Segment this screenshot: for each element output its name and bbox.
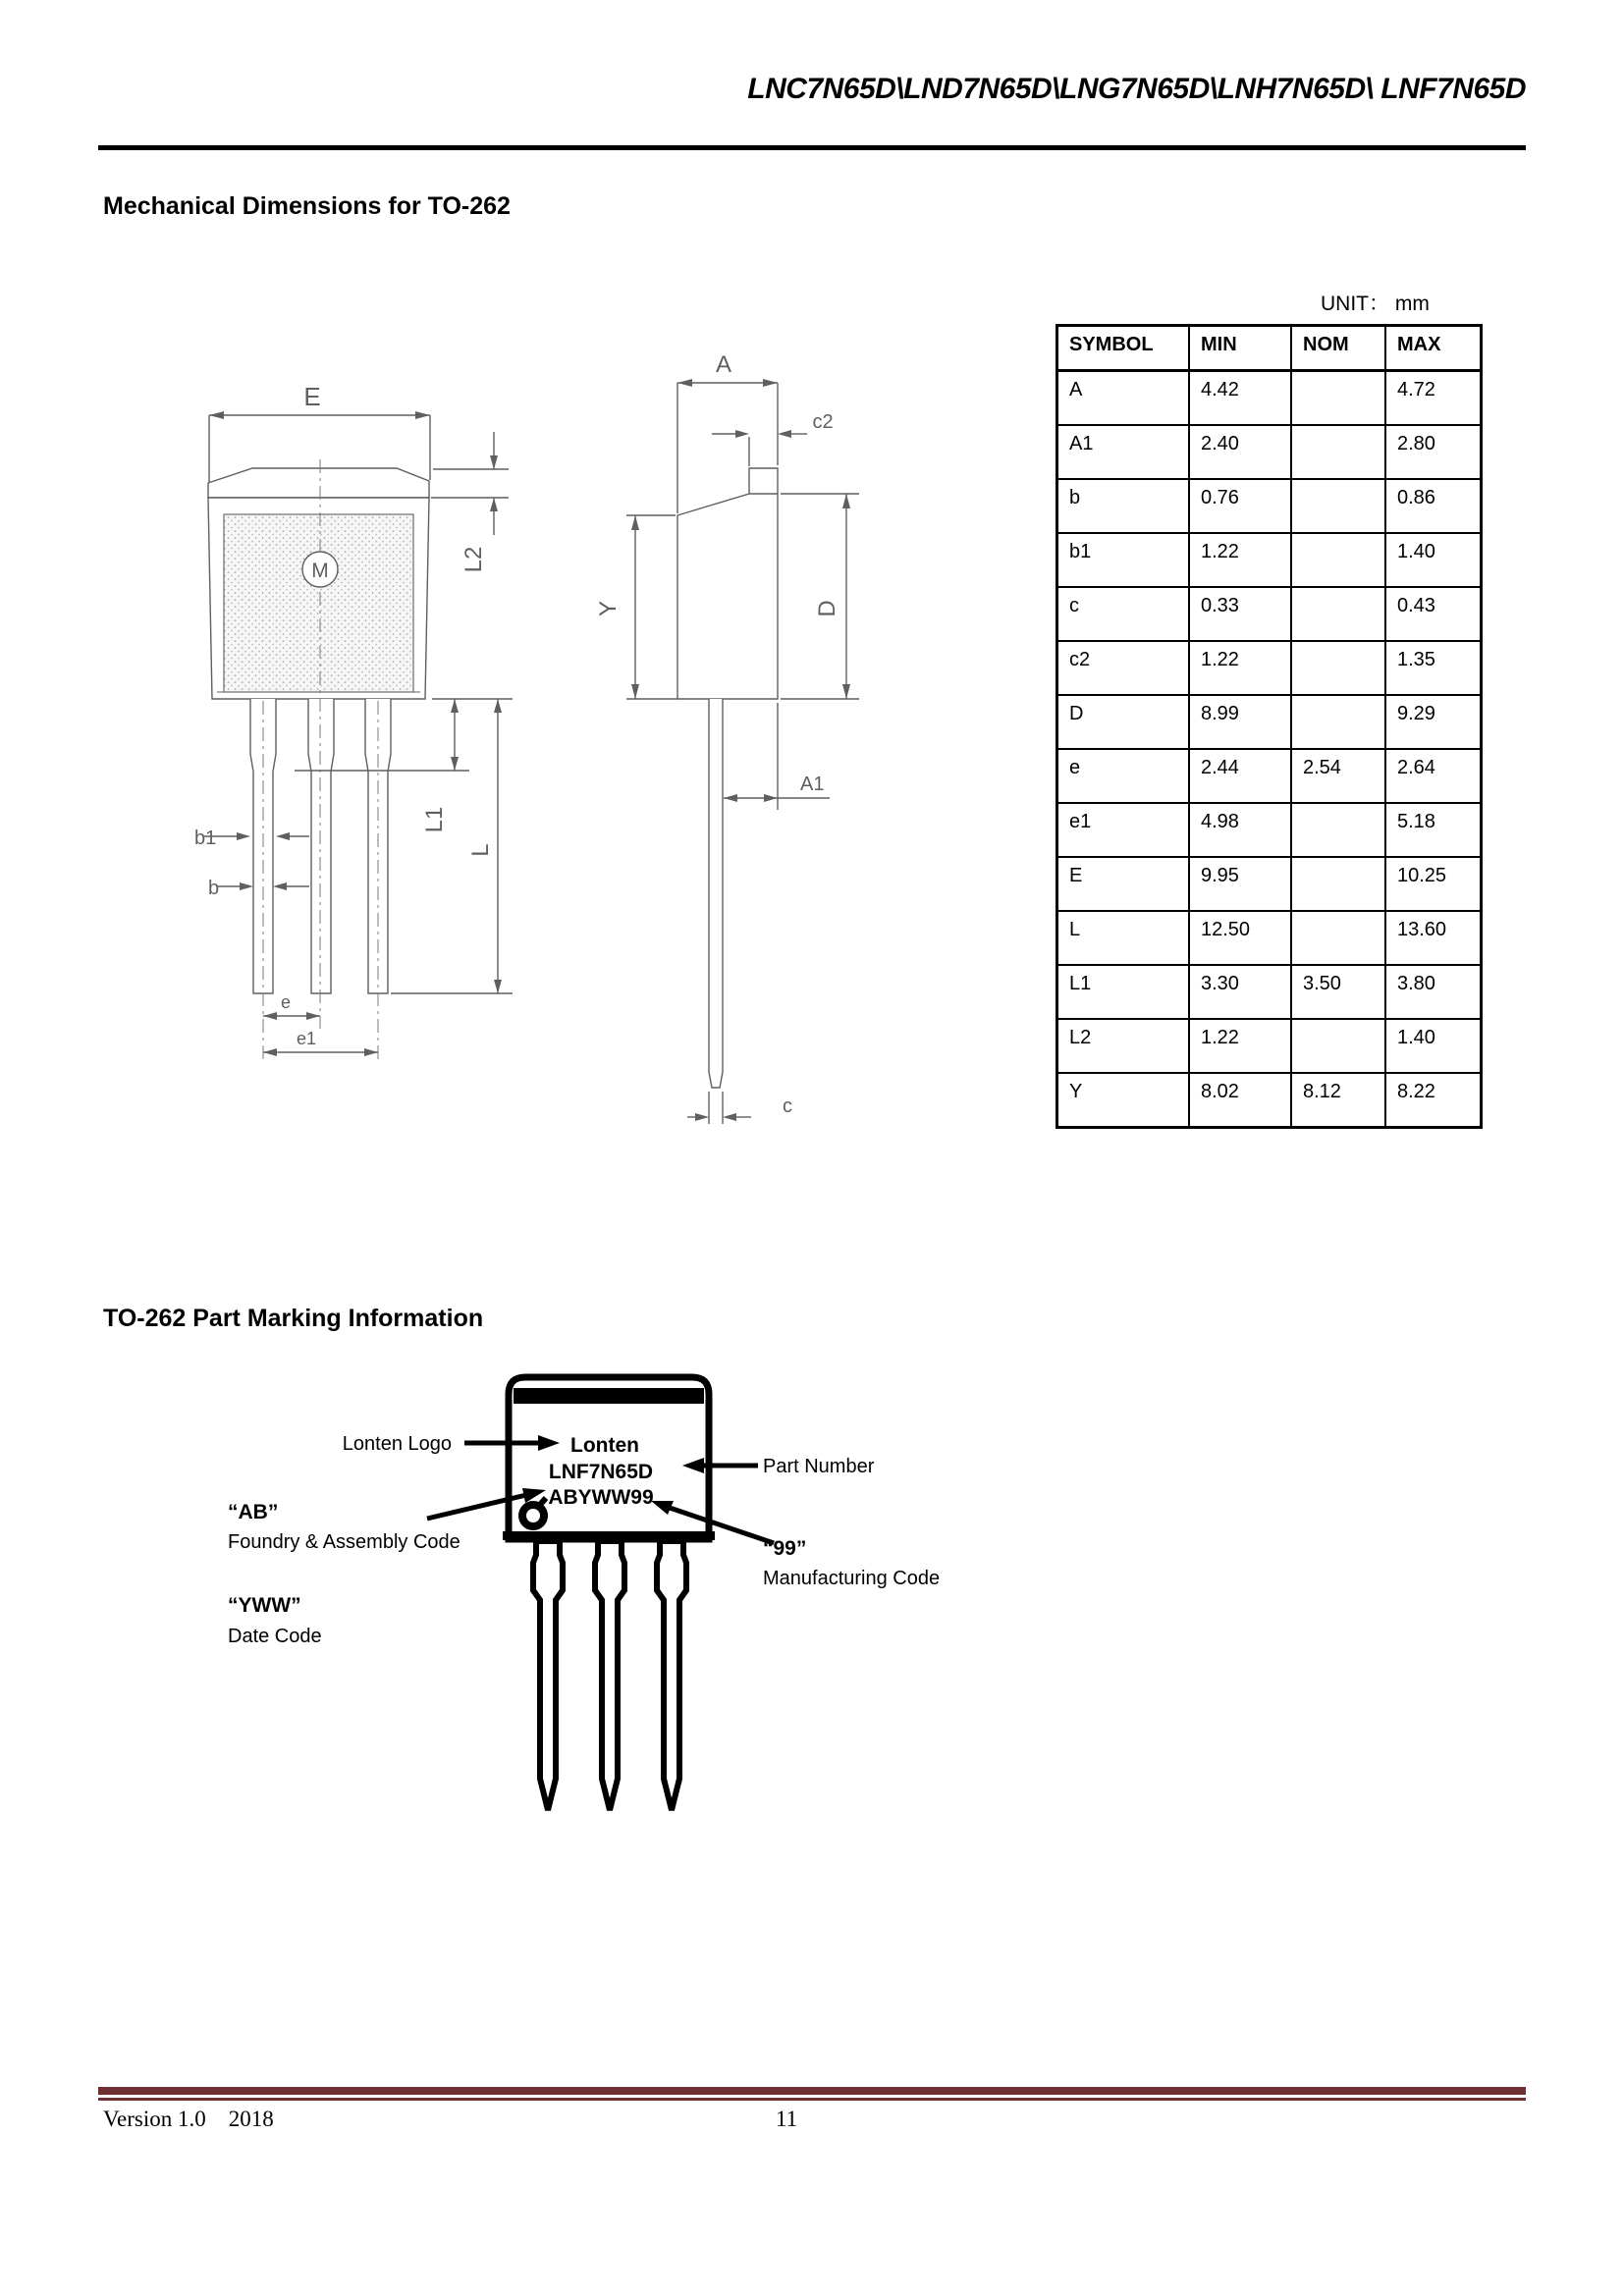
cell-min: 9.95 — [1189, 857, 1291, 911]
cell-min: 4.42 — [1189, 371, 1291, 426]
arrowhead-icon — [490, 455, 498, 469]
cell-min: 4.98 — [1189, 803, 1291, 857]
marking-line-part-number: LNF7N65D — [548, 1461, 654, 1483]
cell-symbol: A1 — [1057, 425, 1190, 479]
side-lead — [709, 699, 723, 1088]
cell-min: 0.33 — [1189, 587, 1291, 641]
arrowhead-icon — [263, 1012, 277, 1020]
marking-lead-2 — [595, 1541, 624, 1810]
marking-line-logo-text: Lonten — [570, 1434, 639, 1457]
cell-nom — [1291, 803, 1385, 857]
cell-min: 2.40 — [1189, 425, 1291, 479]
col-header-max: MAX — [1385, 326, 1482, 371]
col-header-nom: NOM — [1291, 326, 1385, 371]
table-row — [1057, 641, 1482, 695]
side-view — [626, 379, 859, 1124]
cell-min: 8.99 — [1189, 695, 1291, 749]
table-row — [1057, 965, 1482, 1019]
cell-symbol: b1 — [1057, 533, 1190, 587]
part-marking-title: TO-262 Part Marking Information — [103, 1305, 484, 1332]
dim-label-D: D — [814, 600, 840, 617]
dim-label-L2: L2 — [460, 546, 487, 573]
dim-label-E: E — [303, 382, 321, 411]
table-row — [1057, 1073, 1482, 1128]
cell-max: 2.80 — [1385, 425, 1482, 479]
cell-symbol: e — [1057, 749, 1190, 803]
table-row — [1057, 803, 1482, 857]
cell-nom — [1291, 1019, 1385, 1073]
cell-max: 5.18 — [1385, 803, 1482, 857]
dim-label-e1: e1 — [296, 1029, 317, 1048]
arrowhead-icon — [240, 882, 253, 890]
col-header-symbol: SYMBOL — [1057, 326, 1190, 371]
arrowhead-icon — [451, 757, 459, 771]
table-row — [1057, 479, 1482, 533]
arrowhead-icon — [724, 794, 737, 802]
dim-label-b1: b1 — [194, 828, 217, 849]
cell-max: 0.43 — [1385, 587, 1482, 641]
cell-symbol: L1 — [1057, 965, 1190, 1019]
col-header-min: MIN — [1189, 326, 1291, 371]
callout-code-99: “99” — [763, 1537, 807, 1560]
callout-code-yww: “YWW” — [228, 1594, 301, 1617]
front-view-body-stipple — [224, 514, 413, 692]
arrowhead-icon — [276, 832, 290, 840]
dim-label-A1: A1 — [800, 774, 825, 795]
dim-label-e: e — [280, 992, 292, 1012]
cell-nom — [1291, 425, 1385, 479]
cell-nom — [1291, 857, 1385, 911]
table-row — [1057, 1019, 1482, 1073]
dimension-table — [1056, 324, 1483, 1129]
footer-version: Version 1.0 2018 — [103, 2107, 274, 2131]
arrowhead-icon — [735, 430, 749, 438]
cell-nom: 8.12 — [1291, 1073, 1385, 1128]
footer-page-number: 11 — [776, 2107, 798, 2131]
arrowhead-icon — [494, 980, 502, 993]
arrowhead-icon — [631, 684, 639, 699]
arrowhead-icon — [677, 379, 692, 387]
cell-symbol: D — [1057, 695, 1190, 749]
cell-nom: 3.50 — [1291, 965, 1385, 1019]
arrowhead-icon — [842, 684, 850, 699]
dim-label-L: L — [467, 843, 494, 857]
cell-symbol: A — [1057, 371, 1190, 426]
arrowhead-icon — [631, 515, 639, 530]
dim-label-Y: Y — [595, 600, 622, 617]
arrowhead-icon — [723, 1113, 736, 1121]
cell-max: 1.40 — [1385, 533, 1482, 587]
front-view-tab — [208, 468, 429, 498]
table-row — [1057, 911, 1482, 965]
callout-lonten-logo: Lonten Logo — [342, 1433, 452, 1455]
marking-lead-1 — [533, 1541, 563, 1810]
front-lead-2 — [308, 699, 334, 993]
dim-label-L1: L1 — [421, 806, 448, 833]
marking-lead-3 — [657, 1541, 686, 1810]
marking-package-bottom-edge — [503, 1531, 715, 1540]
unit-label: UNIT： mm — [1321, 293, 1430, 315]
table-row — [1057, 587, 1482, 641]
table-row — [1057, 371, 1482, 426]
logo-mark-m: M — [311, 560, 329, 582]
cell-min: 3.30 — [1189, 965, 1291, 1019]
mechanical-dimensions-title: Mechanical Dimensions for TO-262 — [103, 192, 511, 220]
arrowhead-icon — [494, 699, 502, 713]
cell-max: 1.40 — [1385, 1019, 1482, 1073]
cell-symbol: e1 — [1057, 803, 1190, 857]
table-header-row — [1057, 326, 1482, 371]
marking-package-tab-bar — [514, 1388, 704, 1404]
cell-max: 0.86 — [1385, 479, 1482, 533]
dim-label-c2: c2 — [812, 411, 834, 433]
cell-min: 2.44 — [1189, 749, 1291, 803]
cell-max: 3.80 — [1385, 965, 1482, 1019]
dim-label-A: A — [715, 353, 732, 378]
arrowhead-icon — [415, 411, 430, 419]
cell-max: 8.22 — [1385, 1073, 1482, 1128]
cell-symbol: E — [1057, 857, 1190, 911]
arrowhead-icon — [209, 411, 224, 419]
cell-nom — [1291, 371, 1385, 426]
cell-symbol: Y — [1057, 1073, 1190, 1128]
arrowhead-icon — [237, 832, 250, 840]
arrowhead-icon — [490, 498, 498, 511]
cell-min: 12.50 — [1189, 911, 1291, 965]
front-view — [204, 411, 513, 1062]
arrowhead-icon — [778, 430, 791, 438]
cell-symbol: L2 — [1057, 1019, 1190, 1073]
arrowhead-icon — [695, 1113, 709, 1121]
arrowhead-icon — [273, 882, 287, 890]
cell-max: 4.72 — [1385, 371, 1482, 426]
cell-nom — [1291, 533, 1385, 587]
cell-min: 1.22 — [1189, 533, 1291, 587]
table-row — [1057, 749, 1482, 803]
arrowhead-icon — [306, 1012, 320, 1020]
table-row — [1057, 533, 1482, 587]
mechanical-drawing — [98, 353, 903, 1139]
footer-rule-thin — [98, 2098, 1526, 2101]
cell-nom: 2.54 — [1291, 749, 1385, 803]
cell-symbol: b — [1057, 479, 1190, 533]
cell-symbol: L — [1057, 911, 1190, 965]
cell-symbol: c — [1057, 587, 1190, 641]
cell-max: 9.29 — [1385, 695, 1482, 749]
header-rule — [98, 145, 1526, 150]
cell-min: 0.76 — [1189, 479, 1291, 533]
cell-nom — [1291, 587, 1385, 641]
cell-min: 8.02 — [1189, 1073, 1291, 1128]
callout-date-code: Date Code — [228, 1626, 322, 1647]
callout-code-ab: “AB” — [228, 1501, 279, 1523]
cell-max: 1.35 — [1385, 641, 1482, 695]
cell-min: 1.22 — [1189, 1019, 1291, 1073]
cell-nom — [1291, 479, 1385, 533]
dim-label-b: b — [208, 878, 220, 899]
marking-leads — [533, 1541, 686, 1810]
cell-symbol: c2 — [1057, 641, 1190, 695]
table-row — [1057, 857, 1482, 911]
arrowhead-icon — [764, 794, 778, 802]
arrowhead-icon — [763, 379, 778, 387]
callout-manufacturing-code: Manufacturing Code — [763, 1568, 941, 1589]
callout-foundry-assembly-code: Foundry & Assembly Code — [228, 1531, 460, 1553]
side-view-body — [677, 468, 778, 699]
cell-max: 13.60 — [1385, 911, 1482, 965]
marking-line-code: ABYWW99 — [548, 1486, 654, 1509]
cell-nom — [1291, 911, 1385, 965]
footer-rule-thick — [98, 2087, 1526, 2095]
arrowhead-icon — [364, 1048, 378, 1056]
cell-min: 1.22 — [1189, 641, 1291, 695]
table-row — [1057, 425, 1482, 479]
page-title: LNC7N65D\LND7N65D\LNG7N65D\LNH7N65D\ LNF7N65D — [747, 73, 1526, 105]
cell-max: 2.64 — [1385, 749, 1482, 803]
dim-label-c: c — [783, 1095, 792, 1117]
cell-max: 10.25 — [1385, 857, 1482, 911]
arrowhead-icon — [451, 699, 459, 713]
table-row — [1057, 695, 1482, 749]
arrowhead-icon — [263, 1048, 277, 1056]
callout-part-number: Part Number — [763, 1456, 875, 1477]
cell-nom — [1291, 695, 1385, 749]
cell-nom — [1291, 641, 1385, 695]
part-marking-diagram — [196, 1369, 992, 1821]
arrowhead-icon — [842, 494, 850, 508]
